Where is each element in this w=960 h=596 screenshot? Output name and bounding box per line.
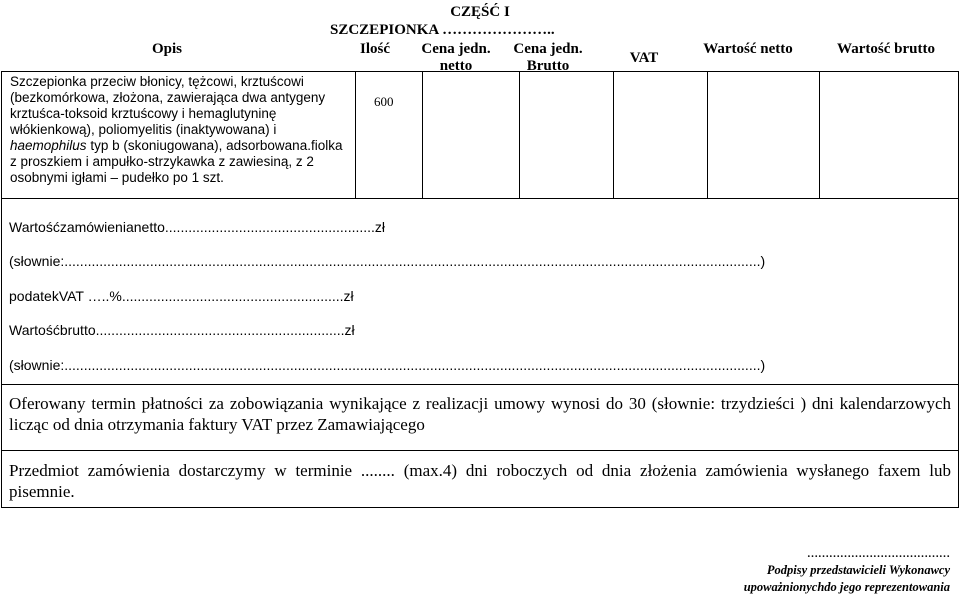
words-line-1: (słownie:...................................................................................................................................................................................) xyxy=(9,253,766,269)
item-vat-cell xyxy=(614,72,708,199)
item-desc-part2: typ b (skoniugowana), adsorbowana.fiolka z proszkiem i ampułko-strzykawka z zawiesiną, z 2 osobnymi igłami – pudełko po 1 szt. xyxy=(10,138,343,185)
item-desc-italic: haemophilus xyxy=(10,138,87,153)
item-table xyxy=(1,71,959,199)
col-header-cena-netto: Cena jedn. netto xyxy=(421,41,491,74)
item-wartosc-brutto-cell xyxy=(820,72,959,199)
item-cena-netto-cell xyxy=(423,72,520,199)
value-brutto-line: Wartośćbrutto................................................................zł xyxy=(9,322,355,338)
words-line-2: (słownie:...................................................................................................................................................................................) xyxy=(9,357,766,373)
item-description-cell xyxy=(2,72,356,199)
part-title: CZĘŚĆ I xyxy=(450,4,510,20)
item-wartosc-netto-cell xyxy=(708,72,820,199)
item-desc-part1: Szczepionka przeciw błonicy, tężcowi, krztuścowi (bezkomórkowa, złożona, zawierająca dwa antygeny krztuśca-toksoid krztuścowy i hemaglutyninę włókienkową), poliomyelitis (inaktywowana) i xyxy=(10,74,326,137)
signature-dots: ………………………………… xyxy=(807,549,950,560)
delivery-terms-text: Przedmiot zamówienia dostarczymy w terminie ........ (max.4) dni roboczych od dnia złożenia zamówienia wysłanego faxem lub pisemnie. xyxy=(9,461,951,501)
col-header-vat: VAT xyxy=(629,50,659,66)
item-description xyxy=(10,74,347,186)
vat-line: podatekVAT …..%.........................................................zł xyxy=(9,288,354,304)
signature-line-1: Podpisy przedstawicieli Wykonawcy xyxy=(766,563,950,577)
value-netto-line: Wartośćzamówienianetto......................................................zł xyxy=(9,219,386,235)
item-quantity-cell xyxy=(356,72,423,199)
table-row xyxy=(2,72,959,199)
item-quantity: 600 xyxy=(374,94,394,109)
signature-line-2: upoważnionychdo jego reprezentowania xyxy=(743,580,950,594)
section-title: SZCZEPIONKA ………………….. xyxy=(330,22,555,38)
item-cena-brutto-cell xyxy=(520,72,614,199)
col-header-wartosc-brutto: Wartość brutto xyxy=(837,41,935,57)
col-header-ilosc: Ilość xyxy=(360,41,390,57)
col-header-cena-brutto: Cena jedn. Brutto xyxy=(513,41,583,74)
payment-terms-text: Oferowany termin płatności za zobowiązania wynikające z realizacji umowy wynosi do 30 (słownie: trzydzieści ) dni kalendarzowych licząc od dnia otrzymania faktury VAT przez Zamawiającego xyxy=(9,394,951,434)
col-header-wartosc-netto: Wartość netto xyxy=(703,41,793,57)
col-header-opis: Opis xyxy=(151,41,182,57)
